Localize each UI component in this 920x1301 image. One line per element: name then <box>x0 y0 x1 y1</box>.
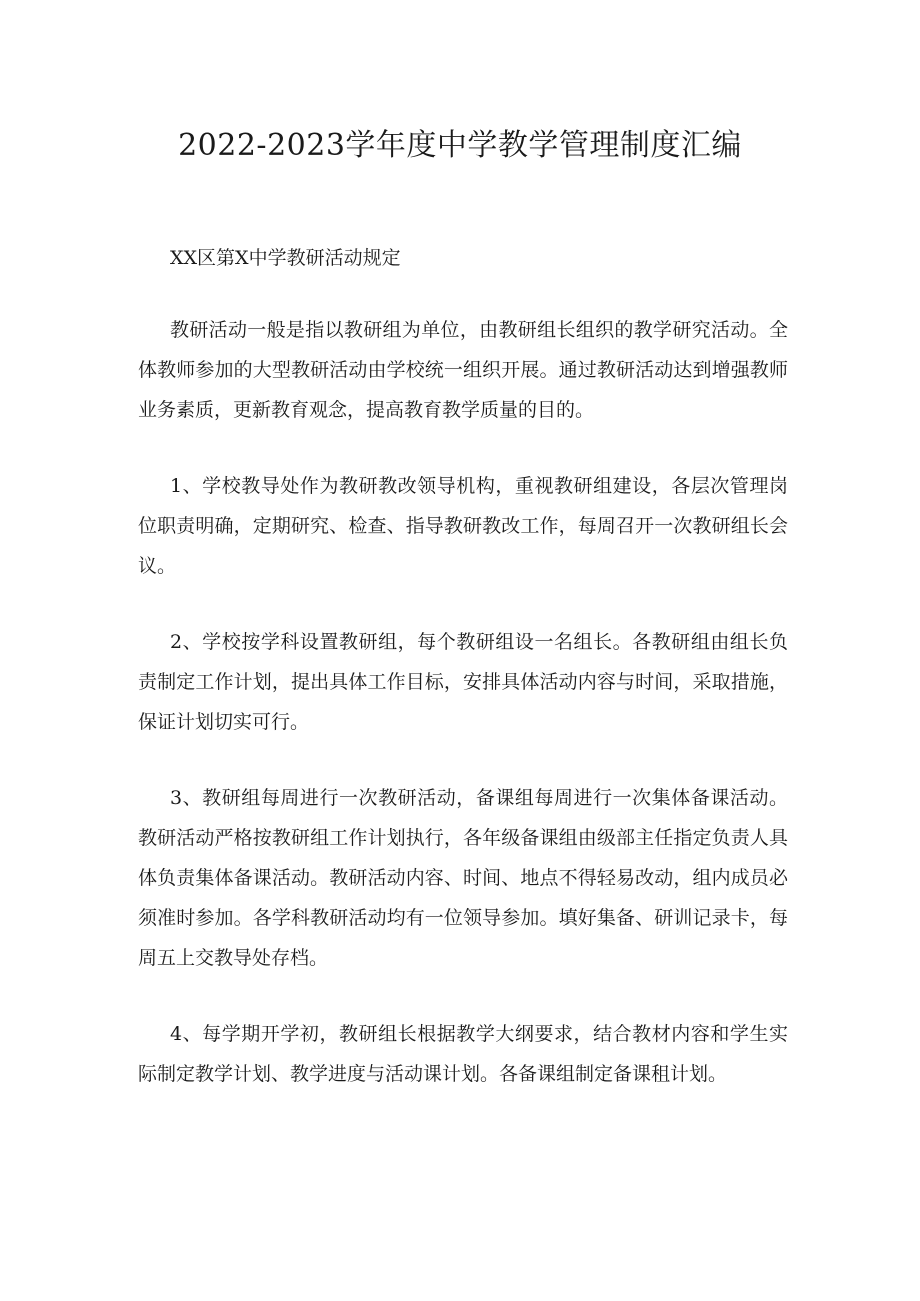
document-title: 2022-2023学年度中学教学管理制度汇编 <box>178 128 742 163</box>
document-body <box>138 310 788 1130</box>
paragraph-intro: 教研活动一般是指以教研组为单位，由教研组长组织的教学研究活动。全体教师参加的大型教研活动由学校统一组织开展。通过教研活动达到增强教师业务素质，更新教育观念，提高教育教学质量的目的。 <box>138 319 788 421</box>
paragraph-item-2: 2、学校按学科设置教研组，每个教研组设一名组长。各教研组由组长负责制定工作计划，提出具体工作目标，安排具体活动内容与时间，采取措施，保证计划切实可行。 <box>138 631 788 733</box>
section-heading: XX区第X中学教研活动规定 <box>170 247 401 269</box>
paragraph-item-1: 1、学校教导处作为教研教改领导机构，重视教研组建设，各层次管理岗位职责明确，定期研究、检查、指导教研教改工作，每周召开一次教研组长会议。 <box>138 475 788 577</box>
paragraph-item-4: 4、每学期开学初，教研组长根据教学大纲要求，结合教材内容和学生实际制定教学计划、教学进度与活动课计划。各备课组制定备课租计划。 <box>138 1023 788 1085</box>
paragraph-item-3: 3、教研组每周进行一次教研活动，备课组每周进行一次集体备课活动。教研活动严格按教研组工作计划执行，各年级备课组由级部主任指定负责人具体负责集体备课活动。教研活动内容、时间、地点不得轻易改动，组内成员必须准时参加。各学科教研活动均有一位领导参加。填好集备、研训记录卡，每周五上交教导处存档。 <box>138 787 788 969</box>
